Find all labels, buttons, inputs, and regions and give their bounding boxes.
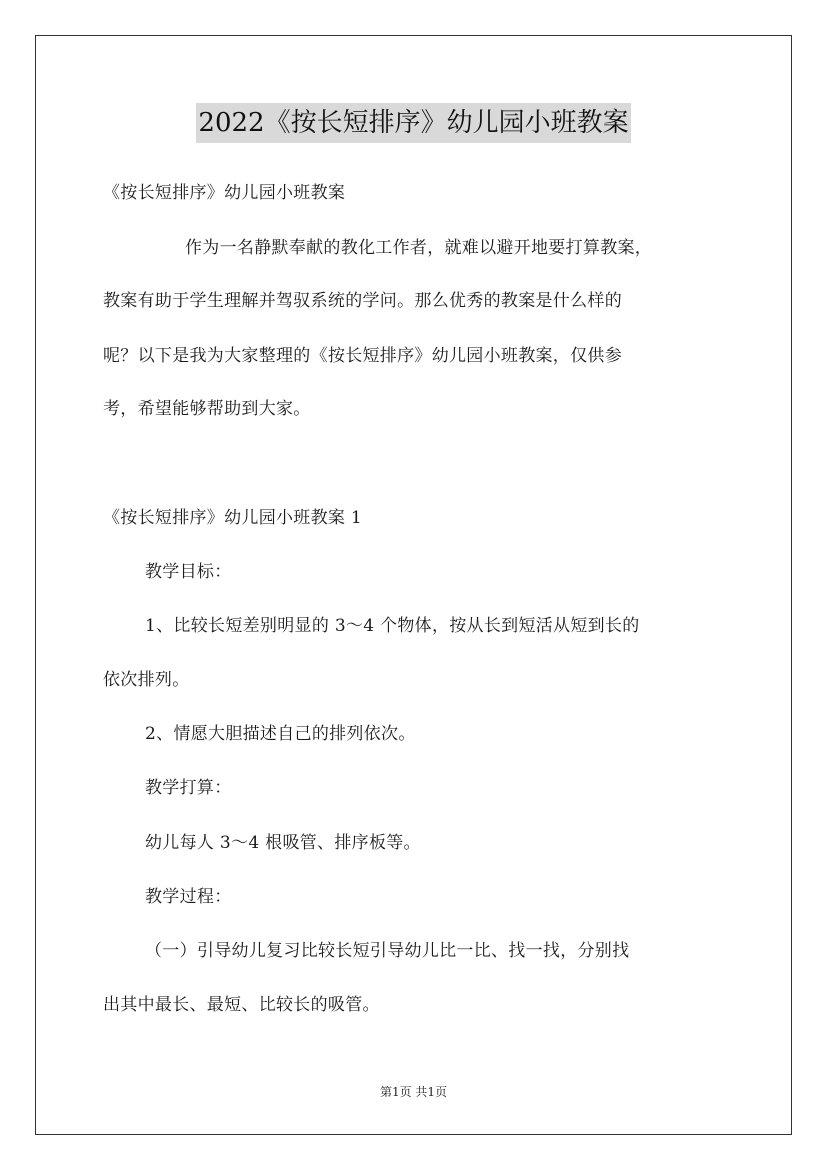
- page-footer: 第1页 共1页: [379, 1085, 448, 1099]
- paragraph-line: 2、情愿大胆描述自己的排列依次。: [145, 724, 416, 744]
- paragraph-line: 教案有助于学生理解并驾驭系统的学问。那么优秀的教案是什么样的: [103, 291, 622, 311]
- paragraph-line: 作为一名静默奉献的教化工作者，就难以避开地要打算教案，: [185, 238, 653, 258]
- paragraph-line: 1、比较长短差别明显的 3～4 个物体，按从长到短活从短到长的: [145, 616, 640, 636]
- document-title-text: 2022《按长短排序》幼儿园小班教案: [196, 103, 630, 143]
- paragraph-line: 教学过程：: [145, 887, 232, 907]
- section-heading: 《按长短排序》幼儿园小班教案 1: [103, 508, 363, 528]
- document-title: [0, 103, 827, 146]
- paragraph-line: 出其中最长、最短、比较长的吸管。: [103, 995, 380, 1015]
- subtitle-line: 《按长短排序》幼儿园小班教案: [103, 183, 346, 203]
- paragraph-line: 依次排列。: [103, 670, 190, 690]
- paragraph-line: 教学目标：: [145, 562, 232, 582]
- paragraph-line: （一）引导幼儿复习比较长短引导幼儿比一比、找一找，分别找: [145, 941, 630, 961]
- paragraph-line: 考，希望能够帮助到大家。: [103, 399, 311, 419]
- paragraph-line: 教学打算：: [145, 778, 232, 798]
- paragraph-line: 幼儿每人 3～4 根吸管、排序板等。: [145, 833, 421, 853]
- paragraph-line: 呢？以下是我为大家整理的《按长短排序》幼儿园小班教案，仅供参: [103, 346, 622, 366]
